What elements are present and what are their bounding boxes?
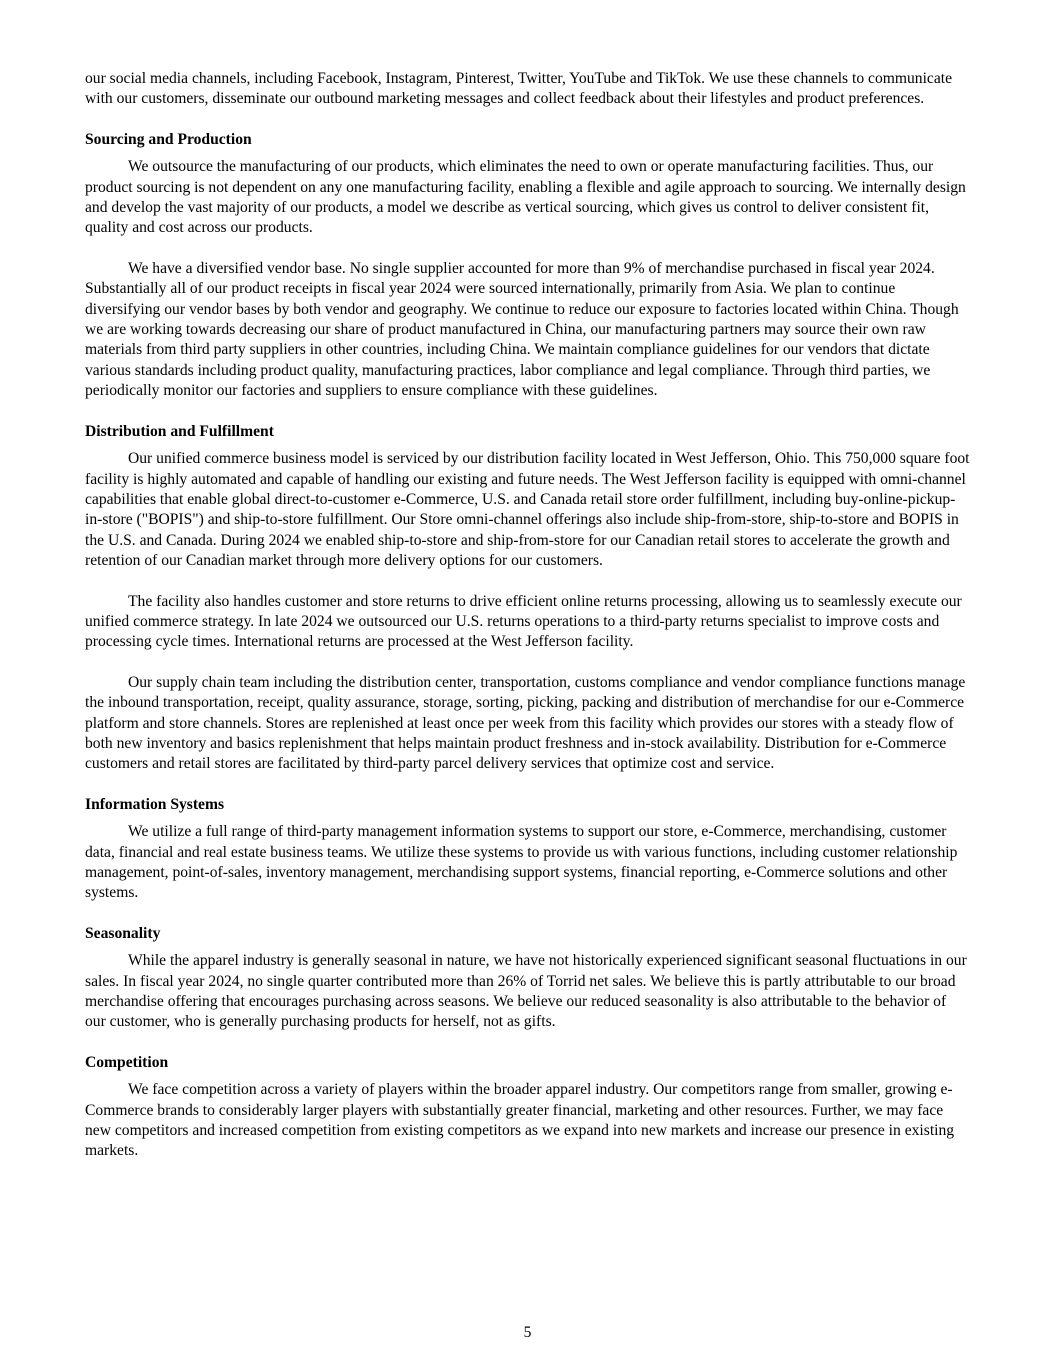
paragraph: The facility also handles customer and store returns to drive efficient online returns processing, allowing us to seamlessly execute our unified commerce strategy. In late 2024 we outsourced our U.S. returns operations to a third-party returns specialist to improve costs and processing cycle times. International returns are processed at the West Jefferson facility.	[85, 592, 962, 651]
heading-seasonality: Seasonality	[85, 924, 161, 942]
paragraph: Our unified commerce business model is serviced by our distribution facility located in West Jefferson, Ohio. This 750,000 square foot facility is highly automated and capable of handling our existing and future needs. The West Jefferson facility is equipped with omni-channel capabilities that enable global direct-to-customer e-Commerce, U.S. and Canada retail store order fulfillment, including buy-online-pickup-in-store ("BOPIS") and ship-to-store fulfillment. Our Store omni-channel offerings also include ship-from-store, ship-to-store and BOPIS in the U.S. and Canada. During 2024 we enabled ship-to-store and ship-from-store for our Canadian retail stores to accelerate the growth and retention of our Canadian market through more delivery options for our customers.	[85, 450, 970, 570]
paragraph: While the apparel industry is generally seasonal in nature, we have not historically experienced significant seasonal fluctuations in our sales. In fiscal year 2024, no single quarter contributed more than 26% of Torrid net sales. We believe this is partly attributable to our broad merchandise offering that encourages purchasing across seasons. We believe our reduced seasonality is also attributable to the behavior of our customer, who is generally purchasing products for herself, not as gifts.	[85, 952, 967, 1031]
intro-paragraph: our social media channels, including Facebook, Instagram, Pinterest, Twitter, YouTube and TikTok. We use these channels to communicate with our customers, disseminate our outbound marketing messages and collect feedback about their lifestyles and product preferences.	[85, 70, 953, 108]
heading-sourcing-and-production: Sourcing and Production	[85, 130, 252, 148]
heading-information-systems: Information Systems	[85, 795, 225, 813]
heading-distribution-and-fulfillment: Distribution and Fulfillment	[85, 422, 274, 440]
heading-competition: Competition	[85, 1053, 169, 1071]
paragraph: We utilize a full range of third-party management information systems to support our store, e-Commerce, merchandising, customer data, financial and real estate business teams. We utilize these systems to provide us with various functions, including customer relationship management, point-of-sales, inventory management, merchandising support systems, financial reporting, e-Commerce solutions and other systems.	[85, 823, 958, 902]
page-number: 5	[523, 1324, 532, 1341]
document-page	[85, 69, 970, 1162]
paragraph: Our supply chain team including the distribution center, transportation, customs compliance and vendor compliance functions manage the inbound transportation, receipt, quality assurance, storage, sorting, picking, packing and distribution of merchandise for our e-Commerce platform and store channels. Stores are replenished at least once per week from this facility which provides our stores with a steady flow of both new inventory and basics replenishment that helps maintain product freshness and in-stock availability. Distribution for e-Commerce customers and retail stores are facilitated by third-party parcel delivery services that optimize cost and service.	[85, 673, 966, 773]
paragraph: We have a diversified vendor base. No single supplier accounted for more than 9% of merchandise purchased in fiscal year 2024. Substantially all of our product receipts in fiscal year 2024 were sourced internationally, primarily from Asia. We plan to continue diversifying our vendor bases by both vendor and geography. We continue to reduce our exposure to factories located within China. Though we are working towards decreasing our share of product manufactured in China, our manufacturing partners may source their own raw materials from third party suppliers in other countries, including China. We maintain compliance guidelines for our vendors that dictate various standards including product quality, manufacturing practices, labor compliance and legal compliance. Through third parties, we periodically monitor our factories and suppliers to ensure compliance with these guidelines.	[85, 259, 959, 400]
paragraph: We outsource the manufacturing of our products, which eliminates the need to own or operate manufacturing facilities. Thus, our product sourcing is not dependent on any one manufacturing facility, enabling a flexible and agile approach to sourcing. We internally design and develop the vast majority of our products, a model we describe as vertical sourcing, which gives us control to deliver consistent fit, quality and cost across our products.	[85, 158, 966, 237]
paragraph: We face competition across a variety of players within the broader apparel industry. Our competitors range from smaller, growing e-Commerce brands to considerably larger players with substantially greater financial, marketing and other resources. Further, we may face new competitors and increased competition from existing competitors as we expand into new markets and increase our presence in existing markets.	[85, 1081, 955, 1160]
